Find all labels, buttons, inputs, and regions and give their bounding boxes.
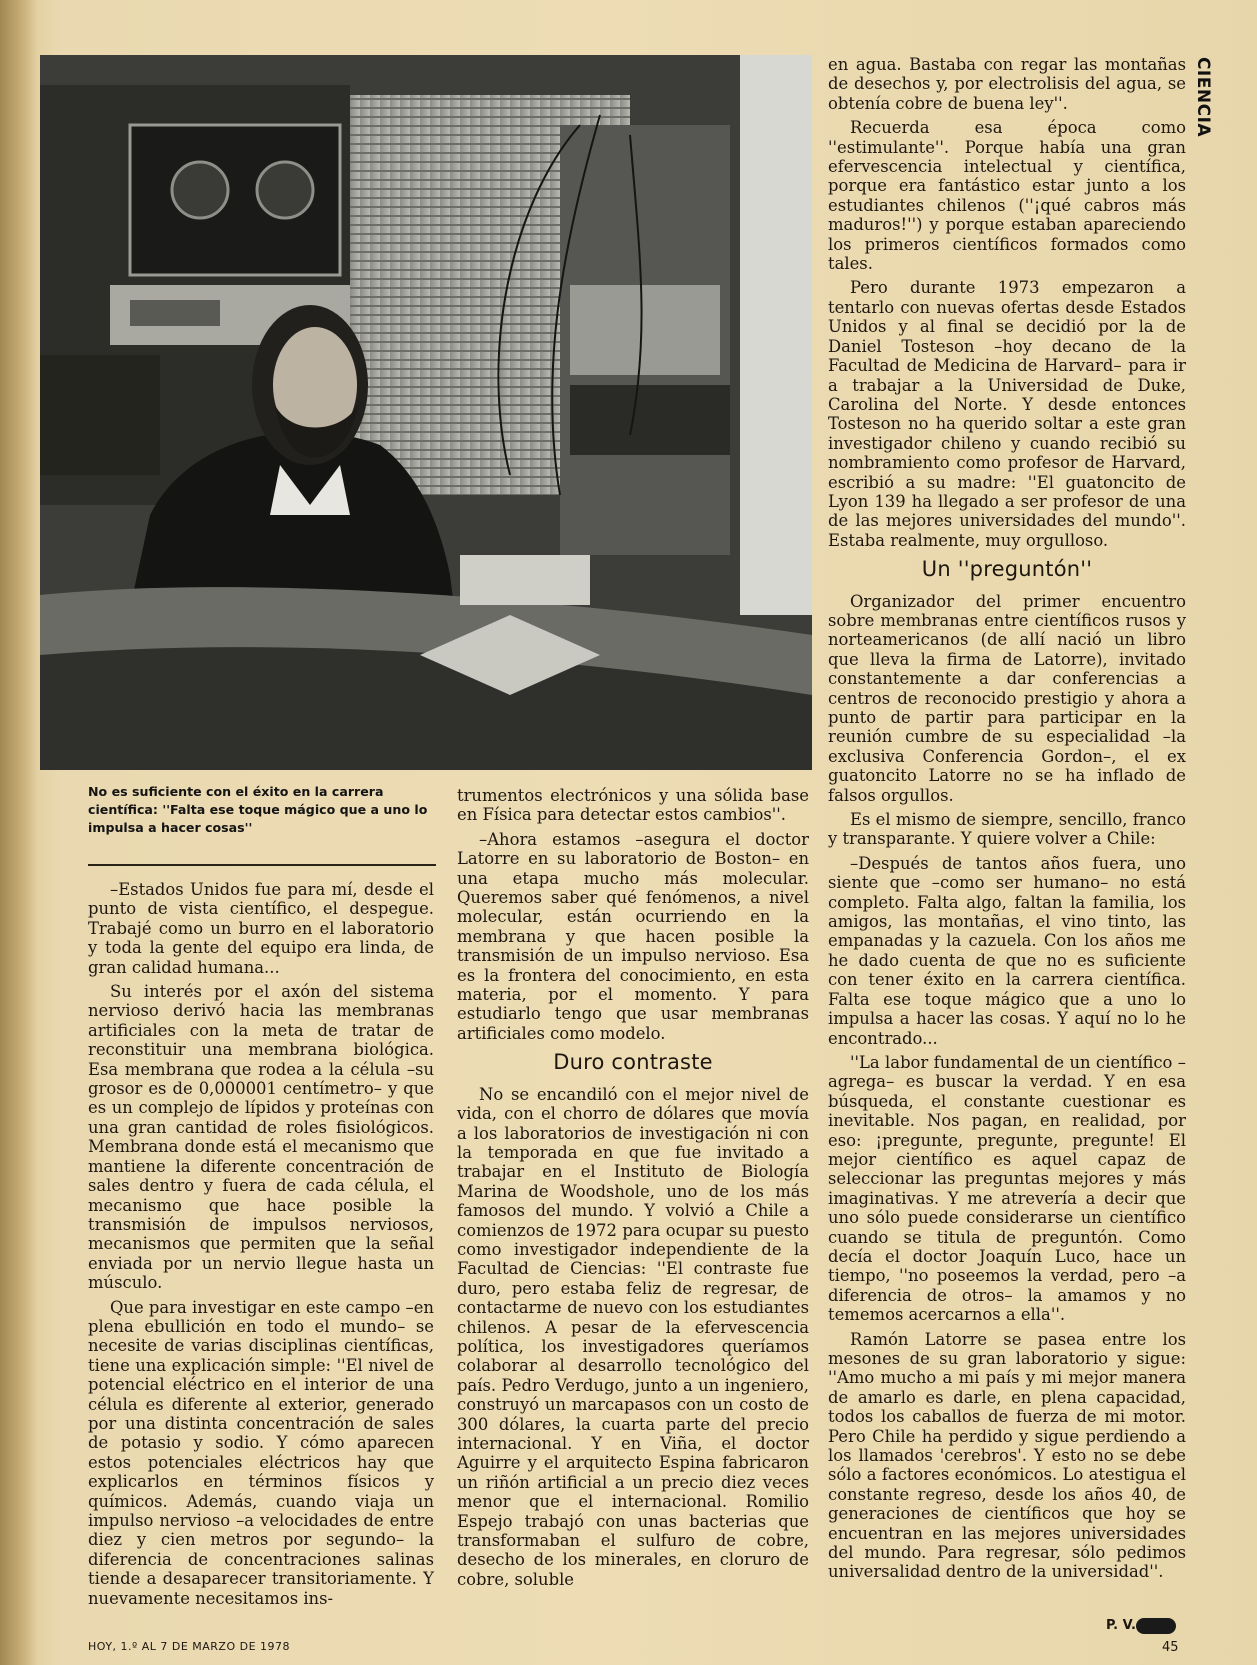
paragraph: Su interés por el axón del sistema nervioso derivó hacia las membranas artificiales con la meta de tratar de reconstituir una membrana biológica. Esa membrana que rodea a la célula –su grosor es de 0,000001 centímetro– y que es un complejo de lípidos y proteínas con una gran cantidad de roles fisiológicos. Membrana donde está el mecanismo que mantiene la diferente concentración de sales dentro y fuera de cada célula, el mecanismo que hace posible la transmisión de impulsos nerviosos, mecanismos que permiten que la señal enviada por un nervio llegue hasta un músculo.	[88, 982, 434, 1293]
article-column-2	[457, 786, 809, 1589]
photo-caption: No es suficiente con el éxito en la carrera científica: ''Falta ese toque mágico que a uno lo impulsa a hacer cosas''	[88, 784, 428, 835]
issue-date: HOY, 1.º AL 7 DE MARZO DE 1978	[88, 1640, 291, 1653]
paragraph: Es el mismo de siempre, sencillo, franco y transparante. Y quiere volver a Chile:	[828, 810, 1186, 849]
subheading-pregunton: Un ''preguntón''	[921, 557, 1093, 582]
section-label	[1191, 55, 1215, 139]
page-fold-shadow	[0, 0, 38, 1665]
paragraph: No se encandiló con el mejor nivel de vida, con el chorro de dólares que movía a los laboratorios de investigación ni con la temporada en que fue invitado a trabajar en el Instituto de Biología Marina de Woodshole, uno de los más famosos del mundo. Y volvió a Chile a comienzos de 1972 para ocupar su puesto como investigador independiente de la Facultad de Ciencias: ''El contraste fue duro, pero estaba feliz de regresar, de contactarme de nuevo con los estudiantes chilenos. A pesar de la efervescencia política, los investigadores queríamos colaborar al desarrollo tecnológico del país. Pedro Verdugo, junto a un ingeniero, construyó un marcapasos con un costo de 300 dólares, la cuarta parte del precio internacional. Y en Viña, el doctor Aguirre y el arquitecto Espina fabricaron un riñón artificial a un precio diez veces menor que el internacional. Romilio Espejo trabajó con unas bacterias que transformaban el sulfuro de cobre, desecho de los minerales, en cloruro de cobre, soluble	[457, 1084, 809, 1589]
page-number: 45	[1162, 1640, 1179, 1655]
paragraph: en agua. Bastaba con regar las montañas de desechos y, por electrolisis del agua, se obtenía cobre de buena ley''.	[828, 55, 1186, 113]
article-column-1	[88, 880, 434, 1608]
paragraph: Que para investigar en este campo –en plena ebullición en todo el mundo– se necesite de varias disciplinas científicas, tiene una explicación simple: ''El nivel de potencial eléctrico en el interior de una célula es diferente al exterior, generado por una distinta concentración de sales de potasio y sodio. Y cómo aparecen estos potenciales eléctricos hay que explicarlos en términos físicos y químicos. Además, cuando viaja un impulso nervioso –a velocidades de entre diez y cien metros por segundo– la diferencia de concentraciones salinas tiende a desaparecer transitoriamente. Y nuevamente necesitamos ins-	[88, 1297, 434, 1608]
paragraph: Recuerda esa época como ''estimulante''. Porque había una gran efervescencia intelectual y científica, porque era fantástico estar junto a los estudiantes chilenos (''¡qué cabros más maduros!'') y porque estaban apareciendo los primeros científicos formados como tales.	[828, 118, 1186, 274]
paragraph: Organizador del primer encuentro sobre membranas entre científicos rusos y norteamericanos (de allí nació un libro que lleva la firma de Latorre), invitado constantemente a dar conferencias a centros de reconocido prestigio y ahora a punto de partir para participar en la reunión cumbre de su especialidad –la exclusiva Conferencia Gordon–, el ex guatoncito Latorre no se ha inflado de falsos orgullos.	[828, 591, 1186, 805]
paragraph: ''La labor fundamental de un científico –agrega– es buscar la verdad. Y en esa búsqueda, el constante cuestionar es inevitable. Nos pagan, en realidad, por eso: ¡pregunte, pregunte, pregunte! El mejor científico es aquel capaz de seleccionar las preguntas mejores y más imaginativas. Y me atrevería a decir que uno sólo puede considerarse un científico cuando se titula de preguntón. Como decía el doctor Joaquín Luco, hace un tiempo, ''no poseemos la verdad, pero –a diferencia de otros– la amamos y no tememos acercarnos a ella''.	[828, 1052, 1186, 1325]
paragraph: Pero durante 1973 empezaron a tentarlo con nuevas ofertas desde Estados Unidos y al final se decidió por la de Daniel Tosteson –hoy decano de la Facultad de Medicina de Harvard– para ir a trabajar a la Universidad de Duke, Carolina del Norte. Y desde entonces Tosteson no ha querido soltar a este gran investigador chileno y cuando recibió su nombramiento como profesor de Harvard, escribió a su madre: ''El guatoncito de Lyon 139 ha llegado a ser profesor de una de las mejores universidades del mundo''. Estaba realmente, muy orgulloso.	[828, 278, 1186, 550]
paragraph: Ramón Latorre se pasea entre los mesones de su gran laboratorio y sigue: ''Amo mucho a mi país y mi mejor manera de amarlo es darle, en plena capacidad, todos los caballos de fuerza de mi motor. Pero Chile ha perdido y sigue perdiendo a los llamados 'cerebros'. Y esto no se debe sólo a factores económicos. Lo atestigua el constante regreso, desde los años 40, de generaciones de científicos que hoy se encuentran en las mejores universidades del mundo. Para regresar, sólo pedimos universalidad dentro de la universidad''.	[828, 1329, 1186, 1582]
subheading-duro-contraste: Duro contraste	[553, 1050, 713, 1075]
paragraph: –Después de tantos años fuera, uno siente que –como ser humano– no está completo. Falta algo, faltan la familia, los amigos, las montañas, el vino tinto, las empanadas y la cazuela. Con los años me he dado cuenta de que no es suficiente con tener éxito en la carrera científica. Falta ese toque mágico que a uno lo impulsa a hacer las cosas. Y aquí no lo he encontrado...	[828, 853, 1186, 1048]
caption-divider	[88, 864, 436, 866]
article-column-3	[828, 55, 1186, 1582]
paragraph: –Ahora estamos –asegura el doctor Latorre en su laboratorio de Boston– en una etapa mucho más molecular. Queremos saber qué fenómenos, a nivel molecular, están ocurriendo en la membrana y que hacen posible la transmisión de un impulso nervioso. Esa es la frontera del conocimiento, en esta materia, por el momento. Y para estudiarlo tengo que usar membranas artificiales como modelo.	[457, 829, 809, 1043]
end-mark-icon	[1136, 1618, 1176, 1634]
author-initials: P. V.	[1106, 1618, 1136, 1633]
paragraph: trumentos electrónicos y una sólida base en Física para detectar estos cambios''.	[457, 786, 809, 825]
paragraph: –Estados Unidos fue para mí, desde el punto de vista científico, el despegue. Trabajé como un burro en el laboratorio y toda la gente del equipo era linda, de gran calidad humana...	[88, 880, 434, 977]
section-label-text: CIENCIA	[1193, 56, 1214, 138]
lab-photo	[40, 55, 812, 770]
